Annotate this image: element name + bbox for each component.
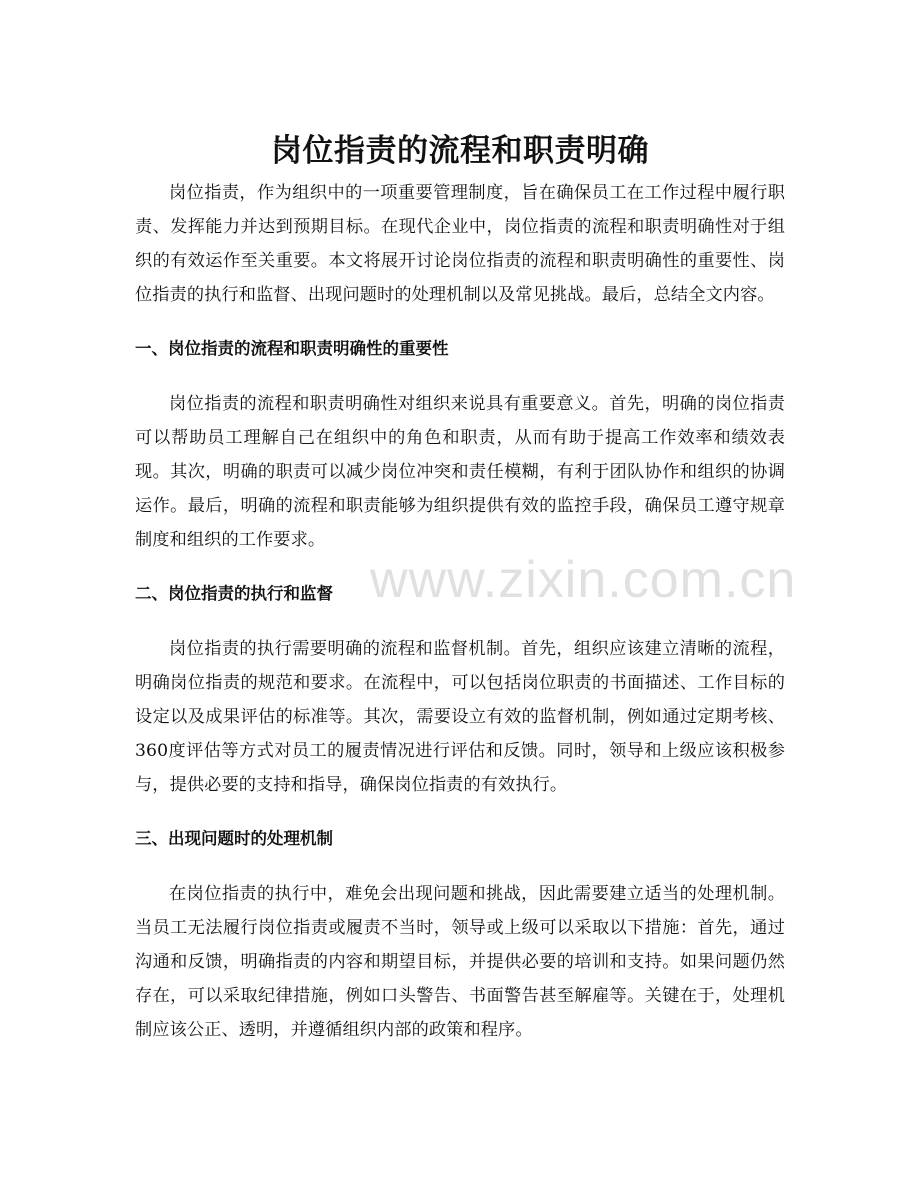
section-paragraph: 岗位指责的流程和职责明确性对组织来说具有重要意义。首先，明确的岗位指责可以帮助员工理解自己在组织中的角色和职责，从而有助于提高工作效率和绩效表现。其次，明确的职责可以减少岗位冲突和责任模糊，有利于团队协作和组织的协调运作。最后，明确的流程和职责能够为组织提供有效的监控手段，确保员工遵守规章制度和组织的工作要求。 (135, 394, 785, 550)
intro-paragraph: 岗位指责，作为组织中的一项重要管理制度，旨在确保员工在工作过程中履行职责、发挥能力并达到预期目标。在现代企业中，岗位指责的流程和职责明确性对于组织的有效运作至关重要。本文将展开讨论岗位指责的流程和职责明确性的重要性、岗位指责的执行和监督、出现问题时的处理机制以及常见挑战。最后，总结全文内容。 (135, 183, 785, 305)
section-1 (135, 334, 785, 557)
section-heading: 二、岗位指责的执行和监督 (135, 584, 333, 603)
section-3 (135, 824, 785, 1047)
section-paragraph: 在岗位指责的执行中，难免会出现问题和挑战，因此需要建立适当的处理机制。当员工无法履行岗位指责或履责不当时，领导或上级可以采取以下措施：首先，通过沟通和反馈，明确指责的内容和期望目标，并提供必要的培训和支持。如果问题仍然存在，可以采取纪律措施，例如口头警告、书面警告甚至解雇等。关键在于，处理机制应该公正、透明，并遵循组织内部的政策和程序。 (135, 884, 785, 1040)
watermark: www.zixin.com.cn (370, 551, 797, 609)
section-2 (135, 579, 785, 802)
section-paragraph: 岗位指责的执行需要明确的流程和监督机制。首先，组织应该建立清晰的流程，明确岗位指责的规范和要求。在流程中，可以包括岗位职责的书面描述、工作目标的设定以及成果评估的标准等。其次，需要设立有效的监督机制，例如通过定期考核、360度评估等方式对员工的履责情况进行评估和反馈。同时，领导和上级应该积极参与，提供必要的支持和指导，确保岗位指责的有效执行。 (135, 639, 785, 795)
document-title: 岗位指责的流程和职责明确 (271, 132, 649, 169)
section-heading: 三、出现问题时的处理机制 (135, 829, 333, 848)
section-heading: 一、岗位指责的流程和职责明确性的重要性 (135, 339, 449, 358)
